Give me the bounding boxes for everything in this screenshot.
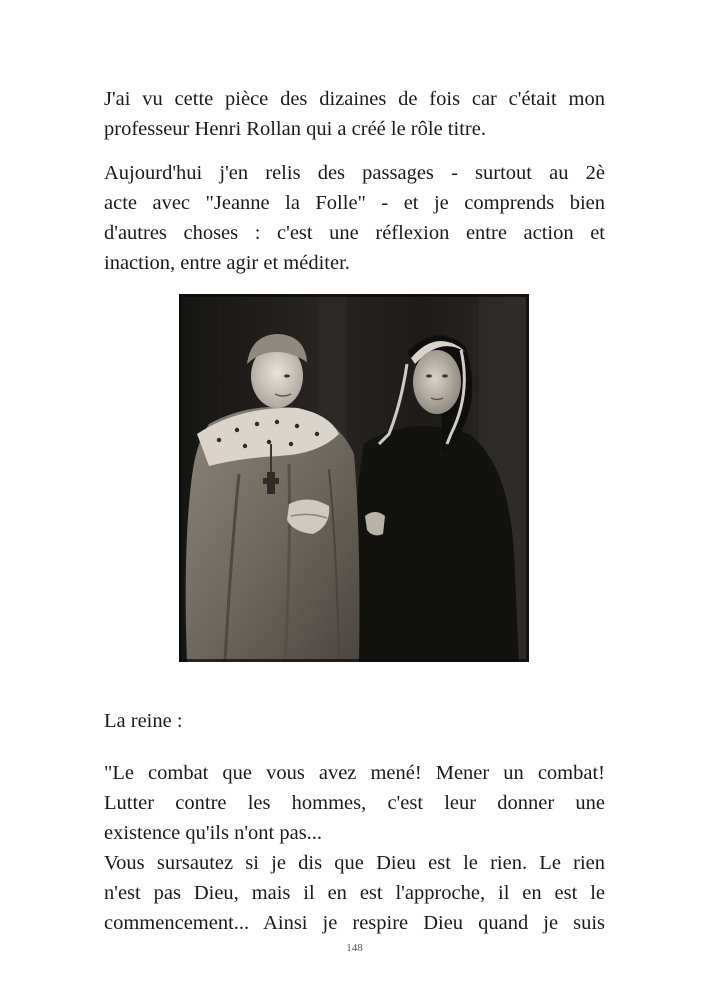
text-line: existence qu'ils n'ont pas... [104,822,323,844]
text-line: "Le combat que vous avez mené! Mener un combat! [104,762,605,784]
quote-paragraph [104,758,605,938]
stage-photograph [179,294,529,662]
text-line: n'est pas Dieu, mais il en est l'approche, il en est le [104,882,605,904]
text-line: J'ai vu cette pièce des dizaines de fois car c'était mon [104,88,605,110]
text-line: acte avec "Jeanne la Folle" - et je comprends bien [104,192,605,214]
photo-illustration [179,294,529,662]
text-line: inaction, entre agir et méditer. [104,252,350,274]
text-line: La reine : [104,710,183,732]
text-line: Aujourd'hui j'en relis des passages - surtout au 2è [104,162,605,184]
page-number: 148 [346,942,363,954]
text-line: Vous sursautez si je dis que Dieu est le rien. Le rien [104,852,605,874]
paragraph-reflection [104,158,605,278]
text-line: professeur Henri Rollan qui a créé le rôle titre. [104,118,486,140]
text-line: Lutter contre les hommes, c'est leur donner une [104,792,605,814]
text-line: d'autres choses : c'est une réflexion entre action et [104,222,605,244]
speaker-label [104,706,605,736]
paragraph-intro [104,84,605,144]
text-line: commencement... Ainsi je respire Dieu quand je suis [104,912,605,934]
